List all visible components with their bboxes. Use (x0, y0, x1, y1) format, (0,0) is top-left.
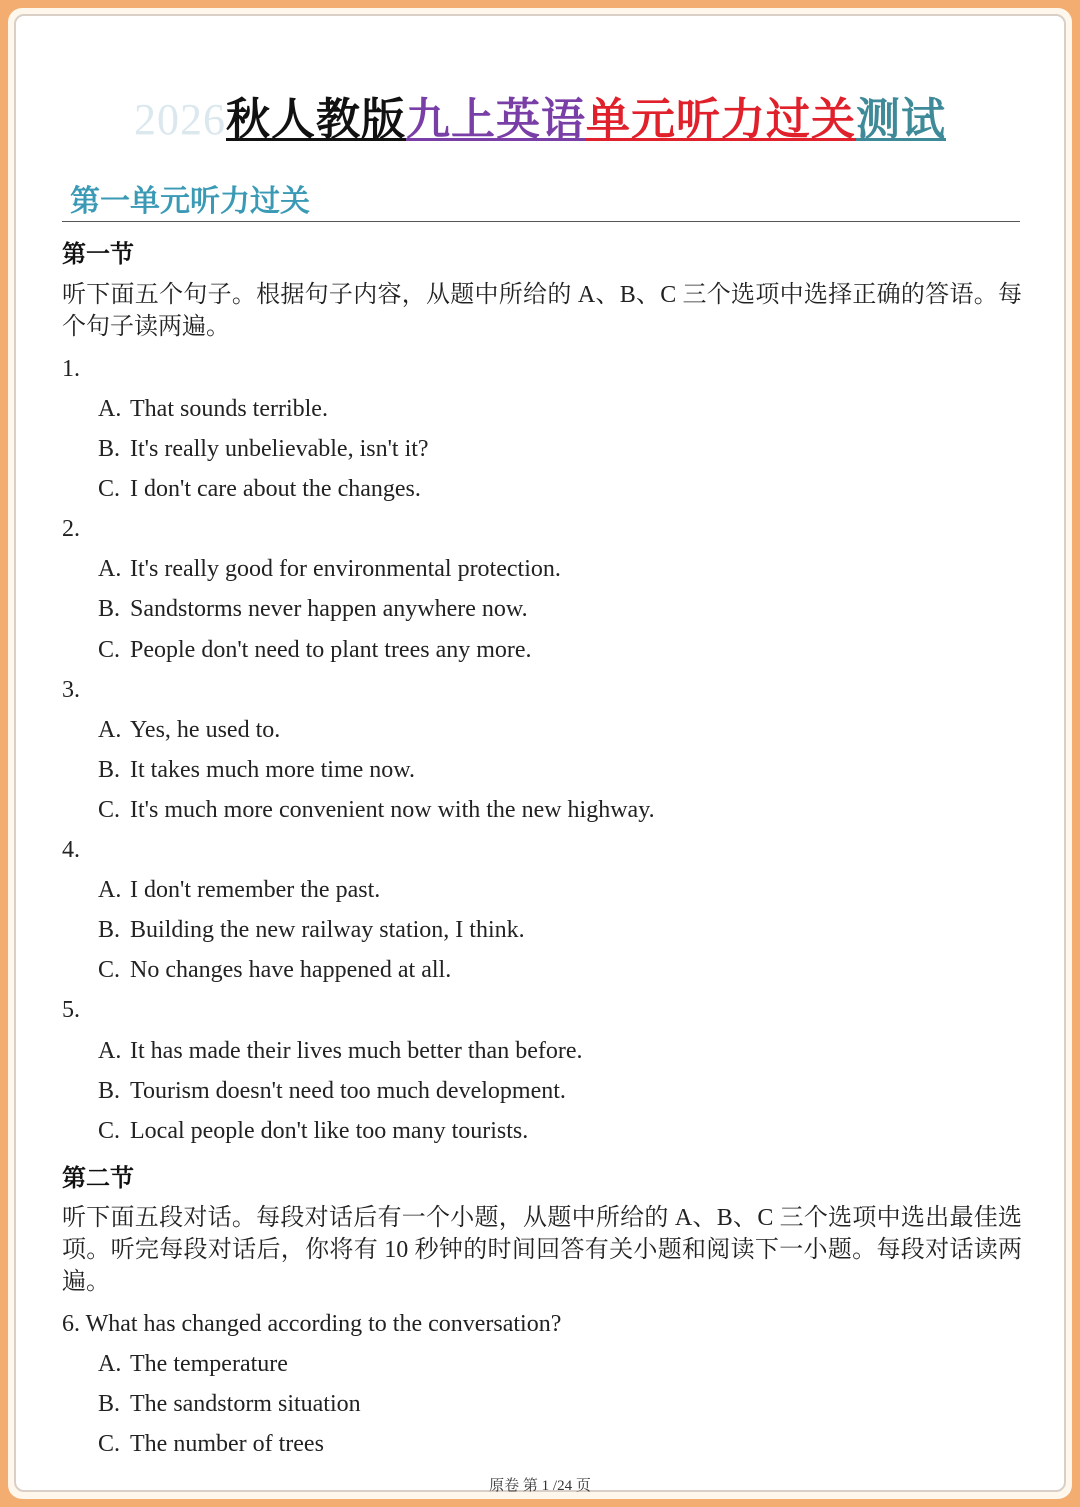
option: B. Building the new railway station, I think. (98, 917, 525, 943)
title-part-grade: 九上英语 (406, 95, 586, 144)
section2-title: 第二节 (62, 1164, 134, 1192)
heading-rule (62, 221, 1020, 222)
option: C. People don't need to plant trees any more. (98, 637, 532, 663)
question-number: 4. (62, 837, 80, 863)
title-part-unit: 单元听力过关 (586, 95, 856, 144)
option: A. It's really good for environmental protection. (98, 556, 561, 582)
document-title (0, 92, 1080, 148)
title-part-test: 测试 (856, 95, 946, 144)
title-year: 2026 (134, 95, 226, 144)
option: A. That sounds terrible. (98, 396, 328, 422)
option: A. I don't remember the past. (98, 877, 381, 903)
option: C. It's much more convenient now with the new highway. (98, 797, 655, 823)
option: C. The number of trees (98, 1431, 324, 1457)
option: C. Local people don't like too many tourists. (98, 1118, 529, 1144)
section2-instruction: 听下面五段对话。每段对话后有一个小题，从题中所给的 A、B、C 三个选项中选出最佳选项。听完每段对话后，你将有 10 秒钟的时间回答有关小题和阅读下一小题。每段对话读两遍。 (62, 1205, 1022, 1295)
option: A. Yes, he used to. (98, 717, 281, 743)
option: B. Tourism doesn't need too much development. (98, 1078, 566, 1104)
option: C. I don't care about the changes. (98, 476, 421, 502)
option: B. The sandstorm situation (98, 1391, 361, 1417)
question-number: 1. (62, 356, 80, 382)
option: A. It has made their lives much better than before. (98, 1038, 583, 1064)
title-part-edition: 秋人教版 (226, 95, 406, 144)
question-stem: 6. What has changed according to the conversation? (62, 1311, 562, 1337)
option: A. The temperature (98, 1351, 288, 1377)
question-number: 5. (62, 997, 80, 1023)
question-number: 2. (62, 516, 80, 542)
option: B. It takes much more time now. (98, 757, 416, 783)
section1-instruction: 听下面五个句子。根据句子内容，从题中所给的 A、B、C 三个选项中选择正确的答语。每个句子读两遍。 (62, 282, 1022, 340)
section1-title: 第一节 (62, 240, 134, 268)
option: C. No changes have happened at all. (98, 957, 452, 983)
question-number: 3. (62, 677, 80, 703)
page-footer: 原卷 第 1 /24 页 (489, 1478, 591, 1494)
option: B. It's really unbelievable, isn't it? (98, 436, 429, 462)
option: B. Sandstorms never happen anywhere now. (98, 596, 528, 622)
unit-heading: 第一单元听力过关 (70, 184, 310, 219)
